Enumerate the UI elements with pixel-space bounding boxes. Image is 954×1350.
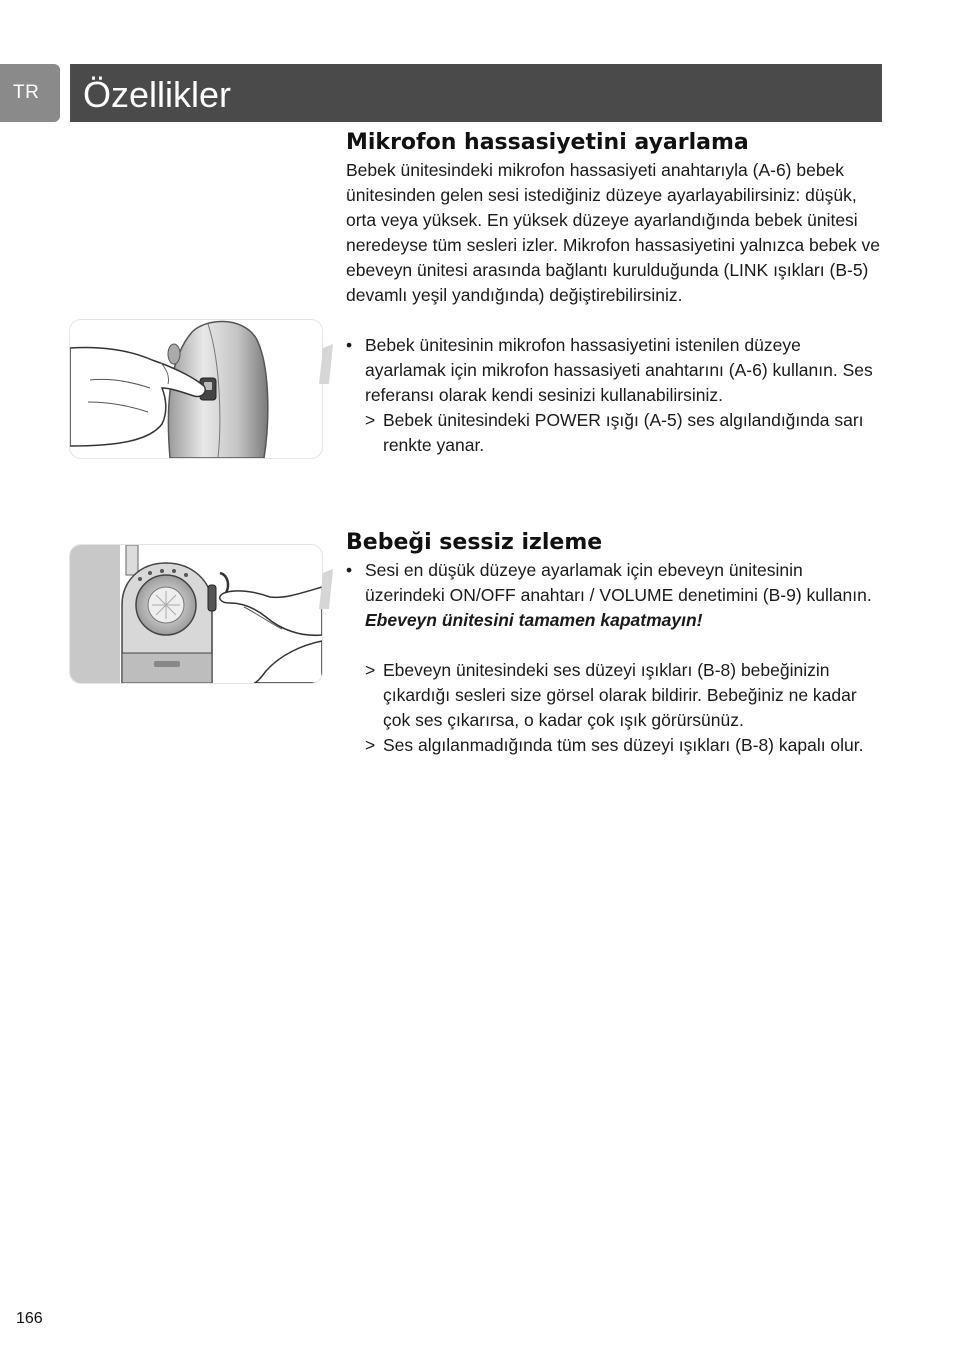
section-silent-monitoring bbox=[346, 528, 886, 758]
divider-slash-icon bbox=[319, 569, 333, 609]
bullet-item bbox=[346, 333, 886, 408]
section-microphone-sensitivity bbox=[346, 128, 886, 458]
bullet-item bbox=[346, 558, 886, 608]
baby-unit-switch-illustration bbox=[69, 319, 323, 459]
page-title: Özellikler bbox=[83, 74, 232, 115]
parent-unit-volume-illustration bbox=[69, 544, 323, 684]
result-mark: > bbox=[365, 660, 376, 680]
result-item bbox=[346, 408, 886, 458]
warning-text: Ebeveyn ünitesini tamamen kapatmayın! bbox=[365, 610, 703, 630]
section-heading: Bebeği sessiz izleme bbox=[346, 530, 603, 555]
bullet-mark: • bbox=[346, 560, 353, 580]
result-text: Ses algılanmadığında tüm ses düzeyi ışıkları (B-8) kapalı olur. bbox=[383, 735, 864, 755]
title-bar bbox=[70, 64, 882, 122]
section-heading: Mikrofon hassasiyetini ayarlama bbox=[346, 130, 749, 155]
bullet-mark: • bbox=[346, 335, 353, 355]
result-text: Bebek ünitesindeki POWER ışığı (A-5) ses algılandığında sarı renkte yanar. bbox=[383, 410, 864, 455]
bullet-text: Sesi en düşük düzeye ayarlamak için ebeveyn ünitesinin üzerindeki ON/OFF anahtarı / VOLUME denetimini (B-9) kullanın. bbox=[365, 560, 872, 605]
result-item bbox=[346, 733, 886, 758]
result-item bbox=[346, 658, 886, 733]
hand-pressing-baby-unit-switch-icon bbox=[70, 320, 322, 458]
result-text: Ebeveyn ünitesindeki ses düzeyi ışıkları (B-8) bebeğinizin çıkardığı sesleri size görsel olarak bildirir. Bebeğiniz ne kadar çok ses çıkarırsa, o kadar çok ışık görürsünüz. bbox=[383, 660, 857, 730]
divider-slash-icon bbox=[319, 344, 333, 384]
intro-paragraph: Bebek ünitesindeki mikrofon hassasiyeti anahtarıyla (A-6) bebek ünitesinden gelen sesi istediğiniz düzeye ayarlayabilirsiniz: düşük, orta veya yüksek. En yüksek düzeye ayarlandığında bebek ünitesi neredeyse tüm sesleri izler. Mikrofon hassasiyetini yalnızca bebek ve ebeveyn ünitesi arasında bağlantı kurulduğunda (LINK ışıkları (B-5) devamlı yeşil yandığında) değiştirebilirsiniz. bbox=[346, 160, 880, 305]
result-mark: > bbox=[365, 735, 376, 755]
page-number: 166 bbox=[16, 1310, 43, 1327]
result-mark: > bbox=[365, 410, 376, 430]
hand-turning-parent-unit-volume-icon bbox=[70, 545, 322, 683]
language-tab: TR bbox=[0, 64, 60, 122]
bullet-text: Bebek ünitesinin mikrofon hassasiyetini istenilen düzeye ayarlamak için mikrofon hassasiyeti anahtarını (A-6) kullanın. Ses referansı olarak kendi sesinizi kullanabilirsiniz. bbox=[365, 335, 873, 405]
